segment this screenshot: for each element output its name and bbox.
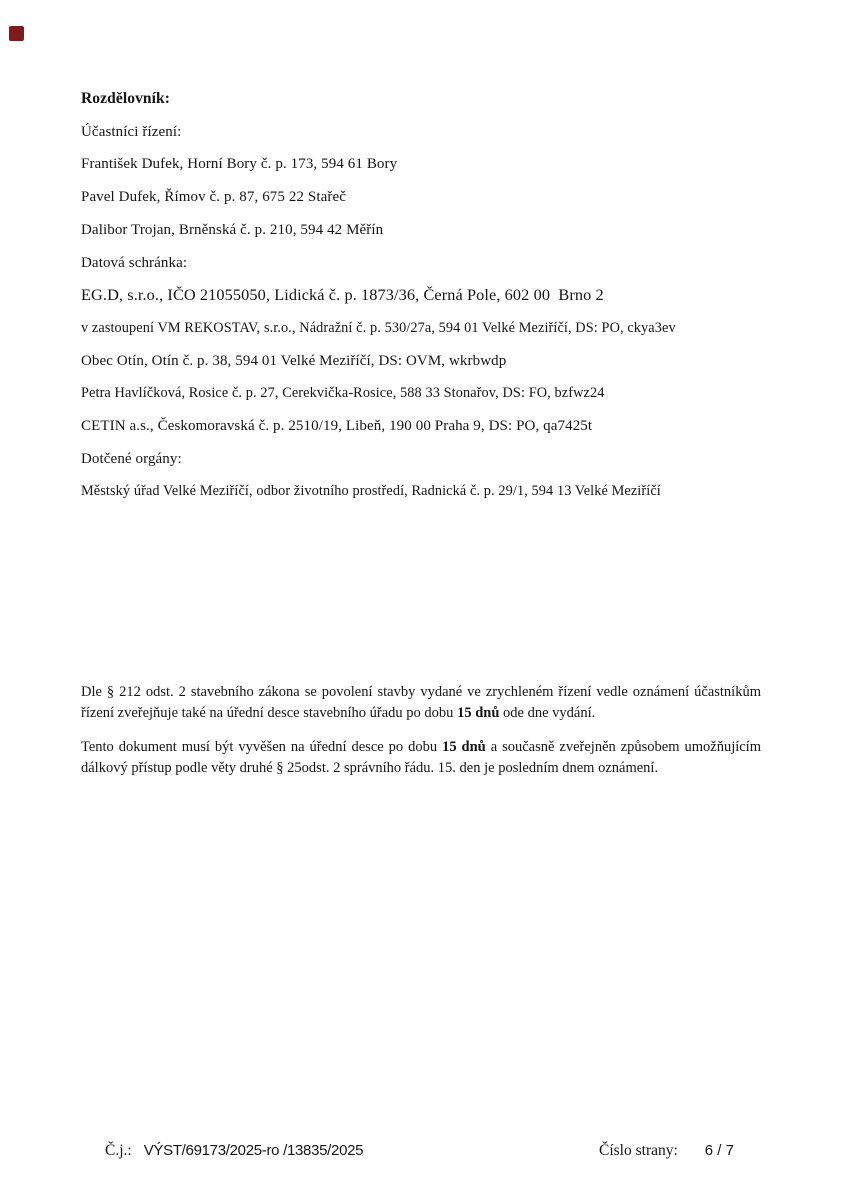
participant-line: Dalibor Trojan, Brněnská č. p. 210, 594 42 Měřín bbox=[81, 221, 384, 238]
authorities-label: Dotčené orgány: bbox=[81, 450, 182, 467]
p1-bold-duration: 15 dnů bbox=[457, 705, 500, 721]
page-number-value: 6 / 7 bbox=[704, 1142, 734, 1159]
notice-paragraphs bbox=[81, 682, 761, 779]
page-number bbox=[575, 1124, 734, 1178]
p1-text-start: Dle § 212 odst. 2 stavebního zákona se povolení stavby vydané ve zrychleném řízení vedle oznámení účastníkům řízení zveřejňuje také na úřední desce stavebního úřadu po dobu bbox=[81, 684, 761, 721]
databox-recipient-line: Petra Havlíčková, Rosice č. p. 27, Cerekvička-Rosice, 588 33 Stonařov, DS: FO, bzfwz24 bbox=[81, 385, 605, 402]
posting-notice-paragraph bbox=[81, 737, 761, 779]
participant-line: František Dufek, Horní Bory č. p. 173, 594 61 Bory bbox=[81, 156, 398, 173]
p1-text-end: ode dne vydání. bbox=[499, 705, 596, 721]
reference-number-value: VÝST/69173/2025-ro /13835/2025 bbox=[143, 1142, 364, 1159]
distribution-list bbox=[81, 83, 781, 508]
distribution-heading: Rozdělovník: bbox=[81, 90, 171, 107]
databox-recipient-line: Obec Otín, Otín č. p. 38, 594 01 Velké Meziříčí, DS: OVM, wkrbwdp bbox=[81, 352, 507, 369]
reference-number bbox=[81, 1124, 363, 1178]
participants-label: Účastníci řízení: bbox=[81, 123, 182, 140]
databox-recipient-line: v zastoupení VM REKOSTAV, s.r.o., Nádražní č. p. 530/27a, 594 01 Velké Meziříčí, DS: PO, ckya3ev bbox=[81, 319, 676, 336]
databox-recipient-line: CETIN a.s., Českomoravská č. p. 2510/19, Libeň, 190 00 Praha 9, DS: PO, qa7425t bbox=[81, 418, 593, 435]
publication-notice-paragraph bbox=[81, 682, 761, 724]
corner-marker bbox=[9, 26, 24, 41]
databox-recipient-line: EG.D, s.r.o., IČO 21055050, Lidická č. p. 1873/36, Černá Pole, 602 00 Brno 2 bbox=[81, 285, 604, 305]
page-footer bbox=[0, 1124, 848, 1159]
page-number-label: Číslo strany: bbox=[599, 1142, 678, 1159]
p2-text-end: a současně zveřejněn způsobem umožňujícím dálkový přístup podle věty druhé § 25odst. 2 správního řádu. 15. den je posledním dnem oznámení. bbox=[81, 739, 761, 776]
p2-bold-duration: 15 dnů bbox=[442, 739, 486, 755]
reference-number-label: Č.j.: bbox=[105, 1142, 132, 1159]
participant-line: Pavel Dufek, Římov č. p. 87, 675 22 Stařeč bbox=[81, 189, 346, 206]
databox-label: Datová schránka: bbox=[81, 254, 188, 271]
p2-text-start: Tento dokument musí být vyvěšen na úřední desce po dobu bbox=[81, 739, 443, 755]
authority-line: Městský úřad Velké Meziříčí, odbor životního prostředí, Radnická č. p. 29/1, 594 13 Velké Meziříčí bbox=[81, 483, 661, 500]
